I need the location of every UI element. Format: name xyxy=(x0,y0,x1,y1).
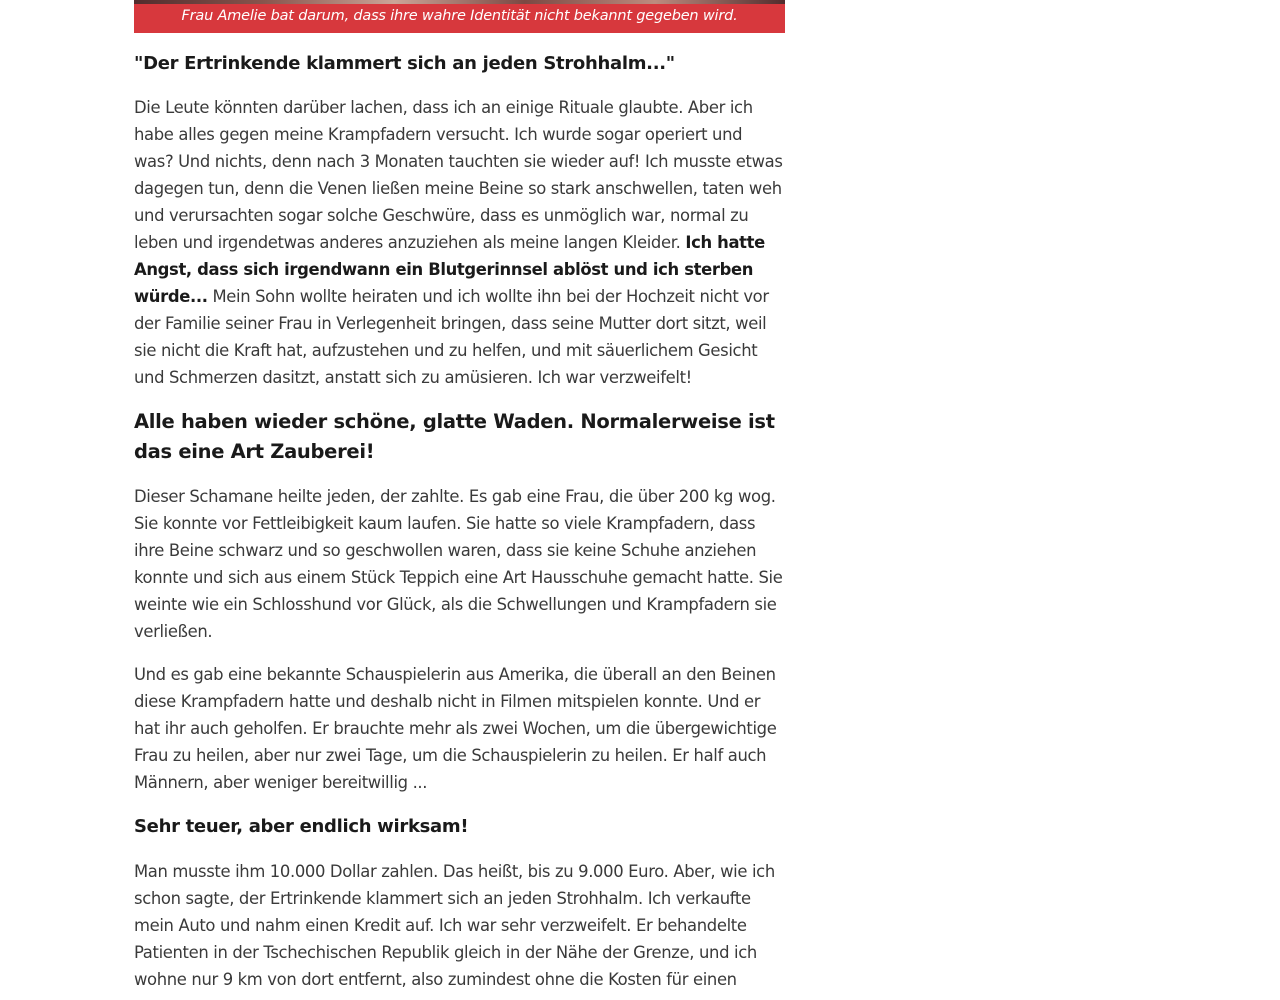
section-heading-quote: "Der Ertrinkende klammert sich an jeden Strohhalm..." xyxy=(134,53,675,74)
paragraph-rituals-text: Die Leute könnten darüber lachen, dass ich an einige Rituale glaubte. Aber ich habe alles gegen meine Krampfadern versucht. Ich wurde sogar operiert und was? Und nichts, denn nach 3 Monaten tauchten sie wieder auf! Ich musste etwas dagegen tun, denn die Venen ließen meine Beine so stark anschwellen, taten weh und verursachten sogar solche Geschwüre, dass es unmöglich war, normal zu leben und irgendetwas anderes anzuziehen als meine langen Kleider. xyxy=(134,98,783,252)
paragraph-rituals-tail: Mein Sohn wollte heiraten und ich wollte ihn bei der Hochzeit nicht vor der Familie seiner Frau in Verlegenheit bringen, dass seine Mutter dort sitzt, weil sie nicht die Kraft hat, aufzustehen und zu helfen, und mit säuerlichem Gesicht und Schmerzen dasitzt, anstatt sich zu amüsieren. Ich war verzweifelt! xyxy=(134,287,769,387)
image-caption-bar xyxy=(134,0,785,33)
paragraph-cost: Man musste ihm 10.000 Dollar zahlen. Das heißt, bis zu 9.000 Euro. Aber, wie ich schon sagte, der Ertrinkende klammert sich an jeden Strohhalm. Ich verkaufte mein Auto und nahm einen Kredit auf. Ich war sehr verzweifelt. Er behandelte Patienten in der Tschechischen Republik gleich in der Nähe der Grenze, und ich wohne nur 9 km von dort entfernt, also zumindest ohne die Kosten für einen xyxy=(134,862,775,989)
paragraph-shaman: Dieser Schamane heilte jeden, der zahlte. Es gab eine Frau, die über 200 kg wog. Sie konnte vor Fettleibigkeit kaum laufen. Sie hatte so viele Krampfadern, dass ihre Beine schwarz und so geschwollen waren, dass sie keine Schuhe anziehen konnte und sich aus einem Stück Teppich eine Art Hausschuhe gemacht hatte. Sie weinte wie ein Schlosshund vor Glück, als die Schwellungen und Krampfadern sie verließen. xyxy=(134,487,783,641)
section-heading-magic: Alle haben wieder schöne, glatte Waden. Normalerweise ist das eine Art Zauberei! xyxy=(134,410,775,463)
article-body xyxy=(134,0,785,989)
section-heading-expensive: Sehr teuer, aber endlich wirksam! xyxy=(134,816,469,837)
paragraph-rituals-bold: Ich hatte Angst, dass sich irgendwann ein Blutgerinnsel ablöst und ich sterben würde... xyxy=(134,233,765,306)
paragraph-rituals xyxy=(134,94,785,391)
paragraph-actress: Und es gab eine bekannte Schauspielerin aus Amerika, die überall an den Beinen diese Krampfadern hatte und deshalb nicht in Filmen mitspielen konnte. Und er hat ihr auch geholfen. Er brauchte mehr als zwei Wochen, um die übergewichtige Frau zu heilen, aber nur zwei Tage, um die Schauspielerin zu heilen. Er half auch Männern, aber weniger bereitwillig ... xyxy=(134,665,777,792)
image-caption: Frau Amelie bat darum, dass ihre wahre Identität nicht bekannt gegeben wird. xyxy=(181,8,738,24)
article-image-bottom-edge xyxy=(134,0,785,4)
